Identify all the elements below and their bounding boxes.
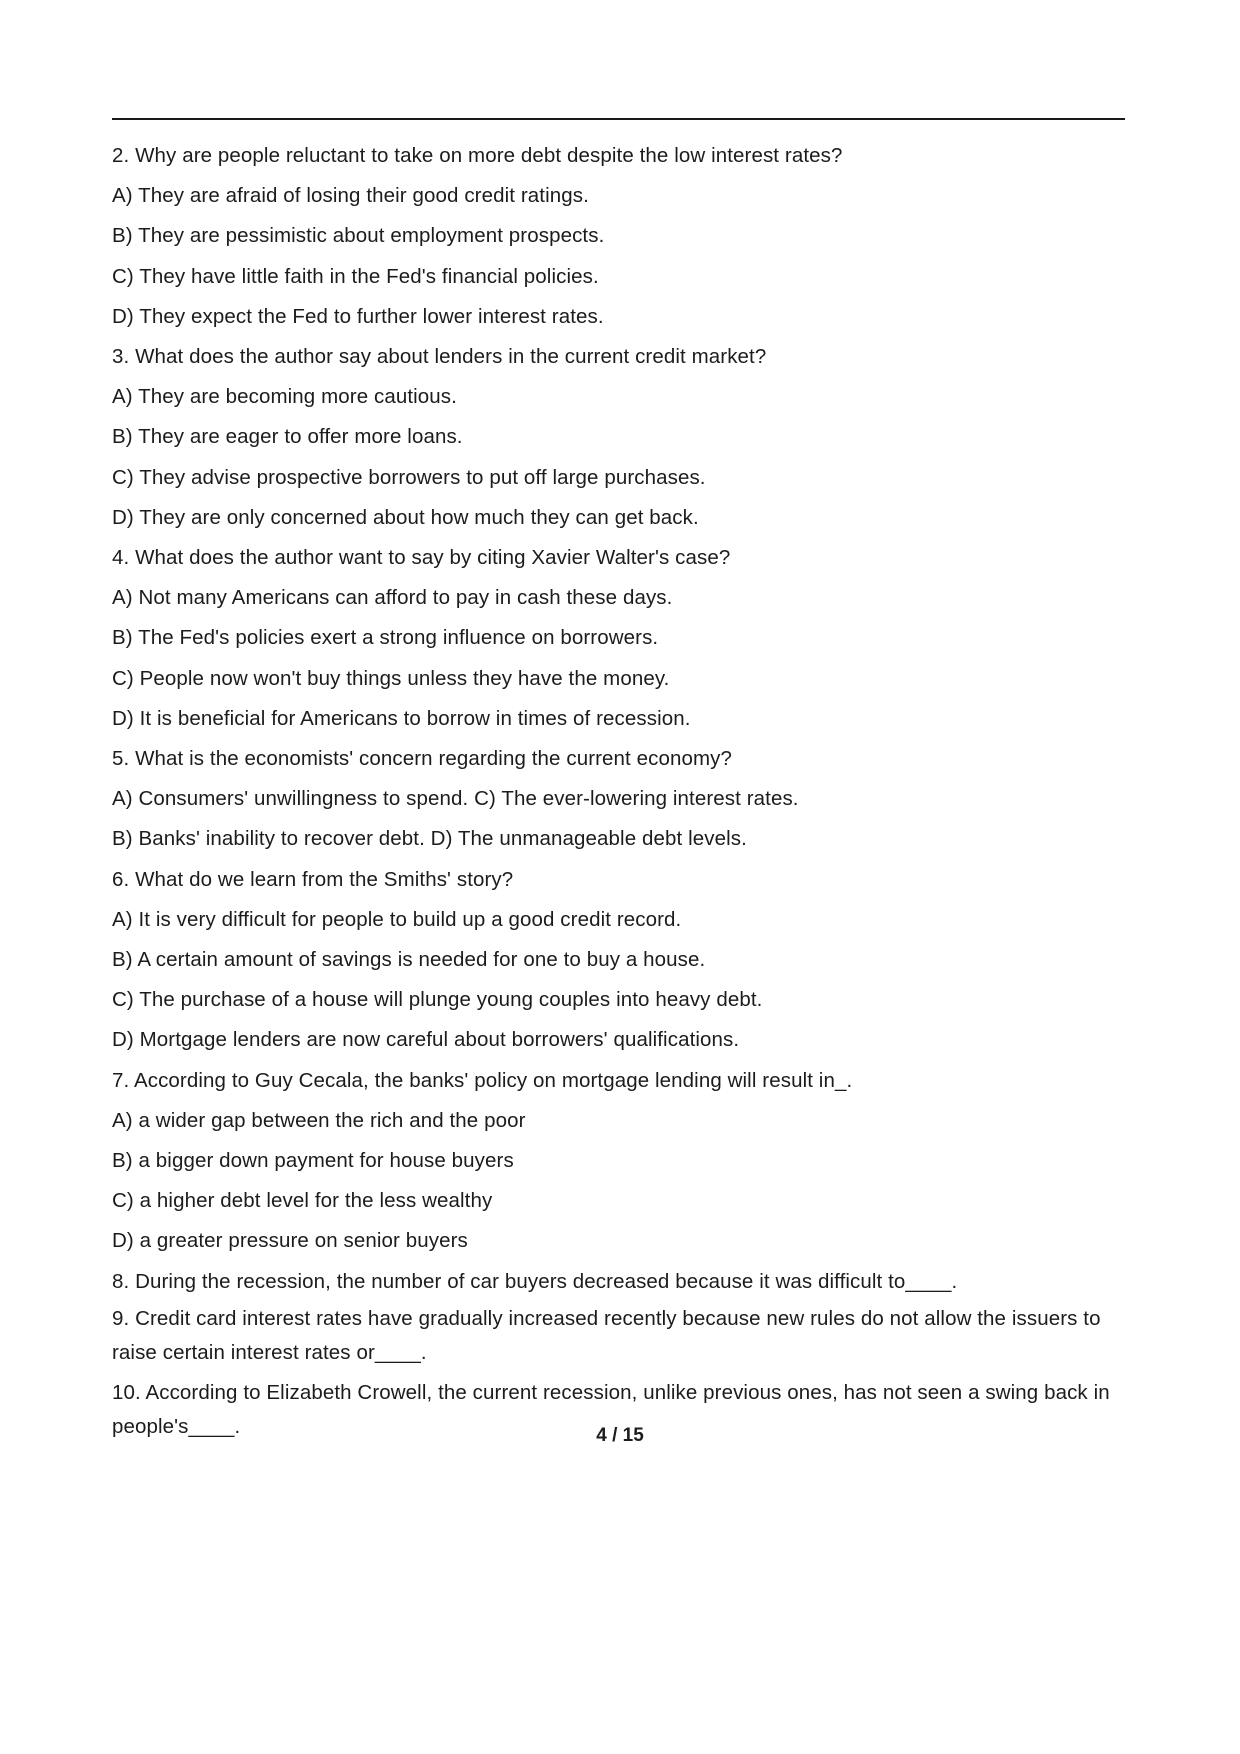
option-line: A) They are becoming more cautious.	[112, 385, 457, 409]
question-line: 7. According to Guy Cecala, the banks' policy on mortgage lending will result in_.	[112, 1068, 853, 1092]
question-line: 2. Why are people reluctant to take on more debt despite the low interest rates?	[112, 144, 843, 167]
question-line: 4. What does the author want to say by citing Xavier Walter's case?	[112, 546, 731, 570]
option-line: C) The purchase of a house will plunge young couples into heavy debt.	[112, 988, 763, 1012]
option-line: B) They are pessimistic about employment prospects.	[112, 224, 605, 248]
option-line: C) They advise prospective borrowers to put off large purchases.	[112, 465, 706, 489]
option-line: D) a greater pressure on senior buyers	[112, 1229, 468, 1253]
option-line: B) a bigger down payment for house buyers	[112, 1149, 514, 1173]
question-line: 6. What do we learn from the Smiths' story?	[112, 867, 514, 891]
option-line: A) It is very difficult for people to build up a good credit record.	[112, 907, 682, 931]
option-line: A) They are afraid of losing their good credit ratings.	[112, 184, 589, 208]
question-line: 9. Credit card interest rates have gradually increased recently because new rules do not allow the issuers to raise certain interest rates or____.	[112, 1306, 1107, 1364]
option-line: B) A certain amount of savings is needed for one to buy a house.	[112, 948, 706, 972]
page-number: 4 / 15	[596, 1425, 644, 1446]
question-list	[112, 136, 1128, 1444]
option-line: C) They have little faith in the Fed's financial policies.	[112, 264, 599, 288]
option-line: B) The Fed's policies exert a strong influence on borrowers.	[112, 626, 659, 650]
option-line: D) They expect the Fed to further lower interest rates.	[112, 304, 604, 328]
question-line: 10. According to Elizabeth Crowell, the current recession, unlike previous ones, has not seen a swing back in people's____.	[112, 1380, 1116, 1438]
option-line: C) People now won't buy things unless they have the money.	[112, 666, 670, 690]
option-line: D) They are only concerned about how much they can get back.	[112, 505, 699, 529]
option-line: A) a wider gap between the rich and the poor	[112, 1108, 526, 1132]
option-line: D) It is beneficial for Americans to borrow in times of recession.	[112, 706, 691, 730]
question-line: 3. What does the author say about lenders in the current credit market?	[112, 345, 767, 369]
option-line: A) Not many Americans can afford to pay in cash these days.	[112, 586, 673, 610]
header-divider	[112, 118, 1125, 120]
option-line: C) a higher debt level for the less wealthy	[112, 1189, 493, 1213]
option-line: A) Consumers' unwillingness to spend. C) The ever-lowering interest rates.	[112, 787, 799, 811]
option-line: B) They are eager to offer more loans.	[112, 425, 463, 449]
option-line: D) Mortgage lenders are now careful about borrowers' qualifications.	[112, 1028, 740, 1052]
question-line: 5. What is the economists' concern regarding the current economy?	[112, 747, 733, 771]
option-line: B) Banks' inability to recover debt. D) The unmanageable debt levels.	[112, 827, 747, 851]
question-line: 8. During the recession, the number of car buyers decreased because it was difficult to____.	[112, 1269, 958, 1293]
